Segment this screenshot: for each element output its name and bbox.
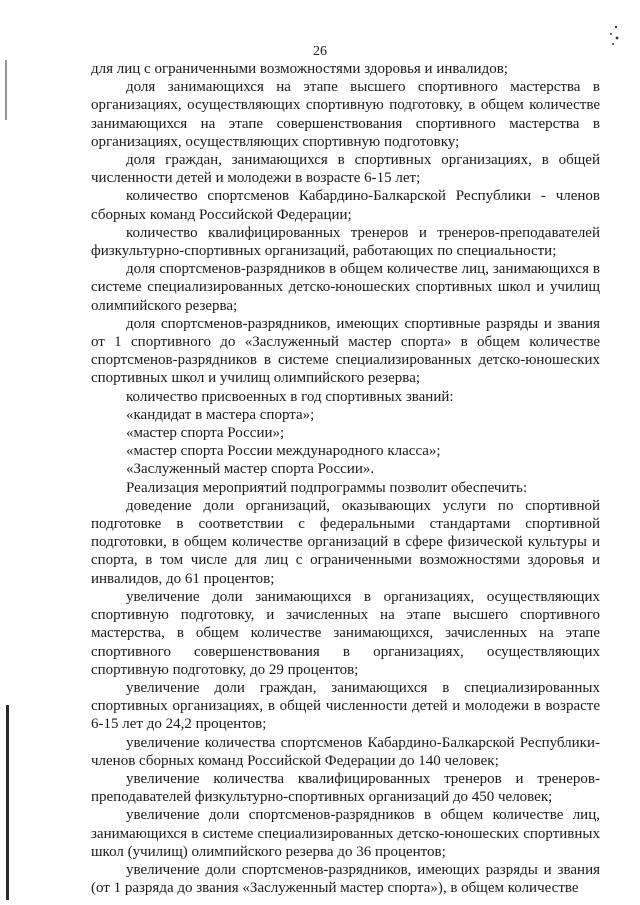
paragraph: увеличение доли спортсменов-разрядников, имеющих разряды и звания (от 1 разряда до звания «Заслуженный мастер спорта»), в общем количестве bbox=[91, 861, 600, 897]
paragraph: увеличение количества квалифицированных тренеров и тренеров-преподавателей физкультурно-спортивных организаций до 450 человек; bbox=[91, 770, 600, 806]
paragraph: количество квалифицированных тренеров и тренеров-преподавателей физкультурно-спортивных организаций, работающих по специальности; bbox=[91, 224, 600, 260]
paragraph: доля спортсменов-разрядников, имеющих спортивные разряды и звания от 1 спортивного до «Заслуженный мастер спорта» в общем количестве спортсменов-разрядников в системе специализированных детско-юношеских спортивных школ и училищ олимпийского резерва; bbox=[91, 315, 600, 387]
paragraph: доля граждан, занимающихся в спортивных организациях, в общей численности детей и молодежи в возрасте 6-15 лет; bbox=[91, 152, 600, 187]
paragraph: количество присвоенных в год спортивных званий: bbox=[126, 388, 454, 405]
list-item: «Заслуженный мастер спорта России». bbox=[126, 461, 375, 478]
paragraph: доведение доли организаций, оказывающих услуги по спортивной подготовке в соответствии с федеральными стандартами спортивной подготовки, в общем количестве организаций в сфере физической культуры и спорта, в том числе для лиц с ограниченными возможностями здоровья и инвалидов, до 61 процентов; bbox=[91, 497, 600, 587]
paragraph: для лиц с ограниченными возможностями здоровья и инвалидов; bbox=[91, 61, 508, 77]
paragraph: увеличение доли занимающихся в организациях, осуществляющих спортивную подготовку, и зачисленных на этапе высшего спортивного мастерства, в общем количестве занимающихся, зачисленных на этапе спортивного совершенствования в организациях, осуществляющих спортивную подготовку, до 29 процентов; bbox=[91, 588, 600, 678]
paragraph: увеличение количества спортсменов Кабардино-Балкарской Республики-членов сборных команд Российской Федерации до 140 человек; bbox=[91, 734, 600, 769]
paragraph: увеличение доли спортсменов-разрядников в общем количестве лиц, занимающихся в системе специализированных детско-юношеских спортивных школ (училищ) олимпийского резерва до 36 процентов; bbox=[91, 807, 600, 860]
scan-speckle-icon bbox=[607, 24, 621, 48]
paragraph: доля спортсменов-разрядников в общем количестве лиц, занимающихся в системе специализированных детско-юношеских спортивных школ и училищ олимпийского резерва; bbox=[91, 261, 600, 314]
left-scan-mark-bottom bbox=[6, 705, 9, 900]
list-item: «мастер спорта России»; bbox=[126, 425, 285, 442]
document-body bbox=[91, 60, 600, 897]
page-number: 26 bbox=[313, 44, 327, 59]
list-item: «мастер спорта России международного класса»; bbox=[126, 443, 441, 460]
paragraph: доля занимающихся на этапе высшего спортивного мастерства в организациях, осуществляющих спортивную подготовку, в общем количестве занимающихся на этапе совершенствования спортивного мастерства в организациях, осуществляющих спортивную подготовку; bbox=[91, 79, 600, 150]
paragraph: Реализация мероприятий подпрограммы позволит обеспечить: bbox=[126, 479, 528, 496]
paragraph: увеличение доли граждан, занимающихся в специализированных спортивных организациях, в общей численности детей и молодежи в возрасте 6-15 лет до 24,2 процентов; bbox=[91, 679, 600, 733]
paragraph: количество спортсменов Кабардино-Балкарской Республики - членов сборных команд Российской Федерации; bbox=[91, 188, 600, 223]
list-item: «кандидат в мастера спорта»; bbox=[126, 406, 315, 423]
left-scan-mark-top bbox=[5, 60, 7, 120]
